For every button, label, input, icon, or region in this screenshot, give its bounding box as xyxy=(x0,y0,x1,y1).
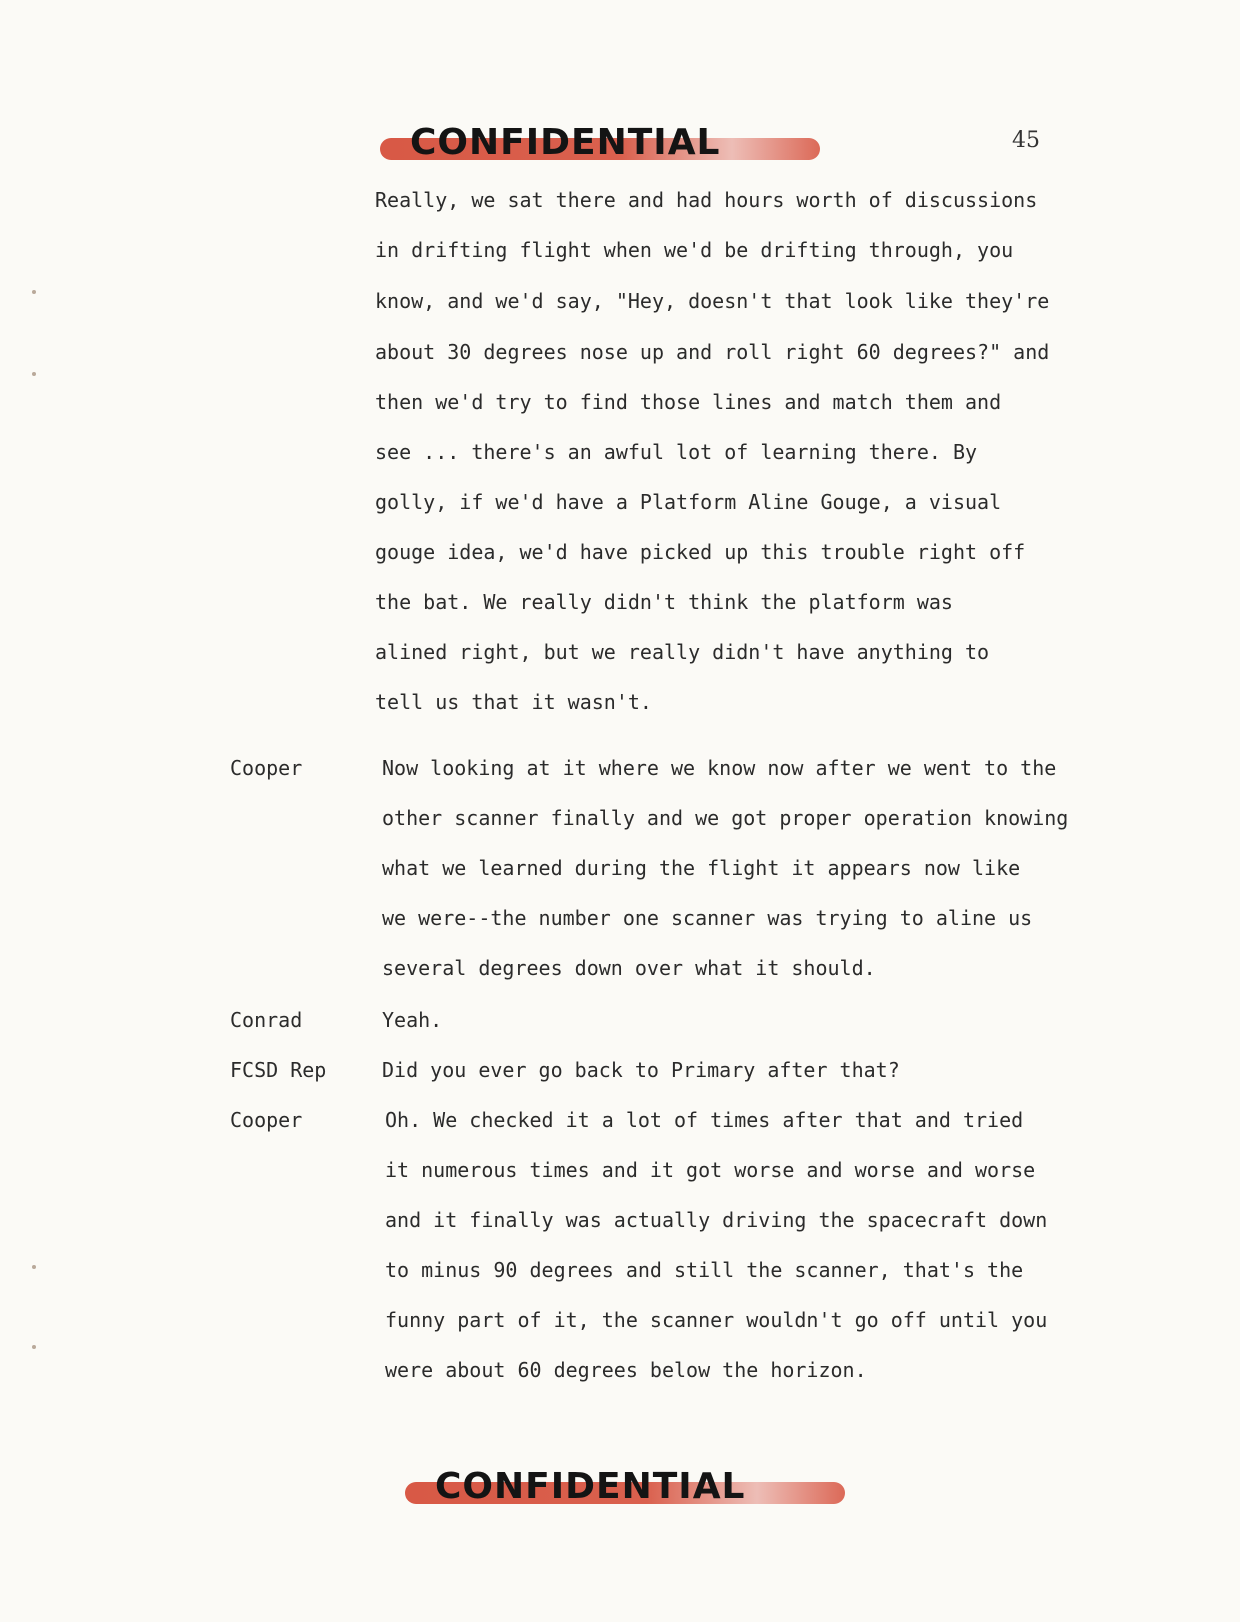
body-line: Really, we sat there and had hours worth of discussions xyxy=(375,188,1038,212)
speaker-label: Cooper xyxy=(230,756,303,780)
margin-speck xyxy=(32,1345,36,1349)
body-line: about 30 degrees nose up and roll right 60 degrees?" and xyxy=(375,340,1050,364)
dialogue-line: Did you ever go back to Primary after that? xyxy=(382,1058,900,1082)
dialogue-line: Now looking at it where we know now after we went to the xyxy=(382,756,1057,780)
dialogue-line: to minus 90 degrees and still the scanner, that's the xyxy=(385,1258,1024,1282)
body-line: know, and we'd say, "Hey, doesn't that look like they're xyxy=(375,289,1050,313)
speaker-label: Conrad xyxy=(230,1008,303,1032)
dialogue-line: Yeah. xyxy=(382,1008,443,1032)
margin-speck xyxy=(32,1265,36,1269)
body-line: golly, if we'd have a Platform Aline Gouge, a visual xyxy=(375,490,1002,514)
dialogue-line: were about 60 degrees below the horizon. xyxy=(385,1358,867,1382)
page-number: 45 xyxy=(1012,128,1040,153)
confidential-stamp-label: CONFIDENTIAL xyxy=(435,1466,746,1507)
dialogue-line: other scanner finally and we got proper operation knowing xyxy=(382,806,1069,830)
dialogue-line: we were--the number one scanner was trying to aline us xyxy=(382,906,1033,930)
body-line: gouge idea, we'd have picked up this trouble right off xyxy=(375,540,1026,564)
confidential-stamp-bottom xyxy=(405,1466,845,1512)
dialogue-line: funny part of it, the scanner wouldn't go off until you xyxy=(385,1308,1048,1332)
body-line: tell us that it wasn't. xyxy=(375,690,652,714)
speaker-label: Cooper xyxy=(230,1108,303,1132)
confidential-stamp-label: CONFIDENTIAL xyxy=(410,122,721,163)
dialogue-line: Oh. We checked it a lot of times after that and tried xyxy=(385,1108,1024,1132)
dialogue-line: it numerous times and it got worse and worse and worse xyxy=(385,1158,1036,1182)
speaker-label: FCSD Rep xyxy=(230,1058,327,1082)
dialogue-line: and it finally was actually driving the spacecraft down xyxy=(385,1208,1048,1232)
body-line: the bat. We really didn't think the platform was xyxy=(375,590,953,614)
margin-speck xyxy=(32,290,36,294)
body-line: then we'd try to find those lines and match them and xyxy=(375,390,1002,414)
body-line: see ... there's an awful lot of learning there. By xyxy=(375,440,978,464)
margin-speck xyxy=(32,372,36,376)
dialogue-line: what we learned during the flight it appears now like xyxy=(382,856,1021,880)
body-line: alined right, but we really didn't have anything to xyxy=(375,640,990,664)
body-line: in drifting flight when we'd be drifting through, you xyxy=(375,238,1014,262)
dialogue-line: several degrees down over what it should. xyxy=(382,956,876,980)
confidential-stamp-top xyxy=(380,122,820,168)
